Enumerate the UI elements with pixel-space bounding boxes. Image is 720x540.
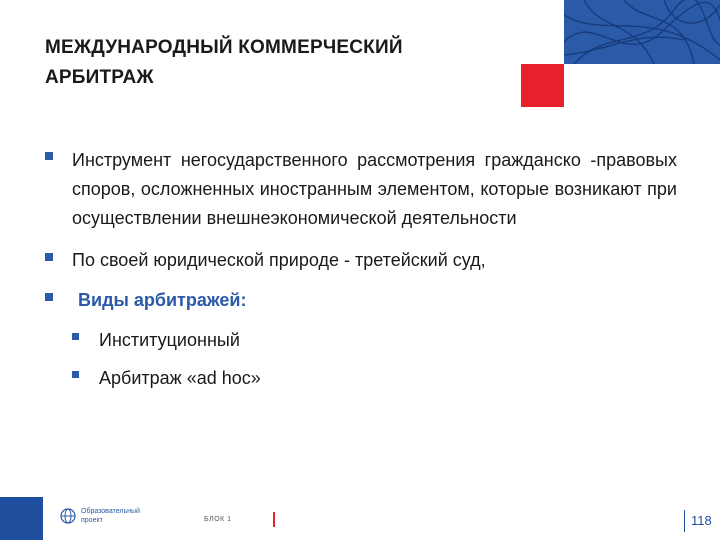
slide-content: [45, 146, 677, 403]
footer-red-divider: [273, 512, 275, 527]
page-number: 118: [691, 513, 712, 528]
bullet-item: [45, 287, 677, 313]
slide-title: [45, 33, 403, 93]
sub-bullet-item: [72, 365, 677, 391]
bullet-square-icon: [45, 293, 53, 301]
decorative-red-square: [521, 64, 564, 107]
globe-logo-icon: [60, 508, 76, 524]
logo-line-1: Образовательный: [81, 508, 140, 515]
swirl-pattern-icon: [564, 0, 720, 64]
title-line-2: АРБИТРАЖ: [45, 67, 154, 88]
bullet-item: [45, 146, 677, 233]
footer-blue-square: [0, 497, 43, 540]
bullet-text: По своей юридической природе - третейский суд,: [72, 250, 486, 270]
bullet-item: [45, 247, 677, 273]
bullet-text: Инструмент негосударственного рассмотрения гражданско -правовых споров, осложненных иностранным элементом, которые возникают при осуществлении внешнеэкономической деятельности: [72, 150, 677, 228]
logo-text: [81, 507, 140, 525]
bullet-square-icon: [72, 371, 79, 378]
bullet-heading: Виды арбитражей:: [78, 290, 247, 310]
sub-bullet-item: [72, 327, 677, 353]
bullet-square-icon: [72, 333, 79, 340]
decorative-blue-pattern: [564, 0, 720, 64]
bullet-square-icon: [45, 253, 53, 261]
logo-line-2: проект: [81, 517, 103, 524]
page-number-divider: [684, 510, 685, 532]
title-line-1: МЕЖДУНАРОДНЫЙ КОММЕРЧЕСКИЙ: [45, 37, 403, 58]
sub-bullet-text: Арбитраж «ad hoc»: [99, 368, 261, 388]
bullet-square-icon: [45, 152, 53, 160]
sub-bullet-text: Институционный: [99, 330, 240, 350]
block-label: БЛОК 1: [204, 516, 232, 523]
